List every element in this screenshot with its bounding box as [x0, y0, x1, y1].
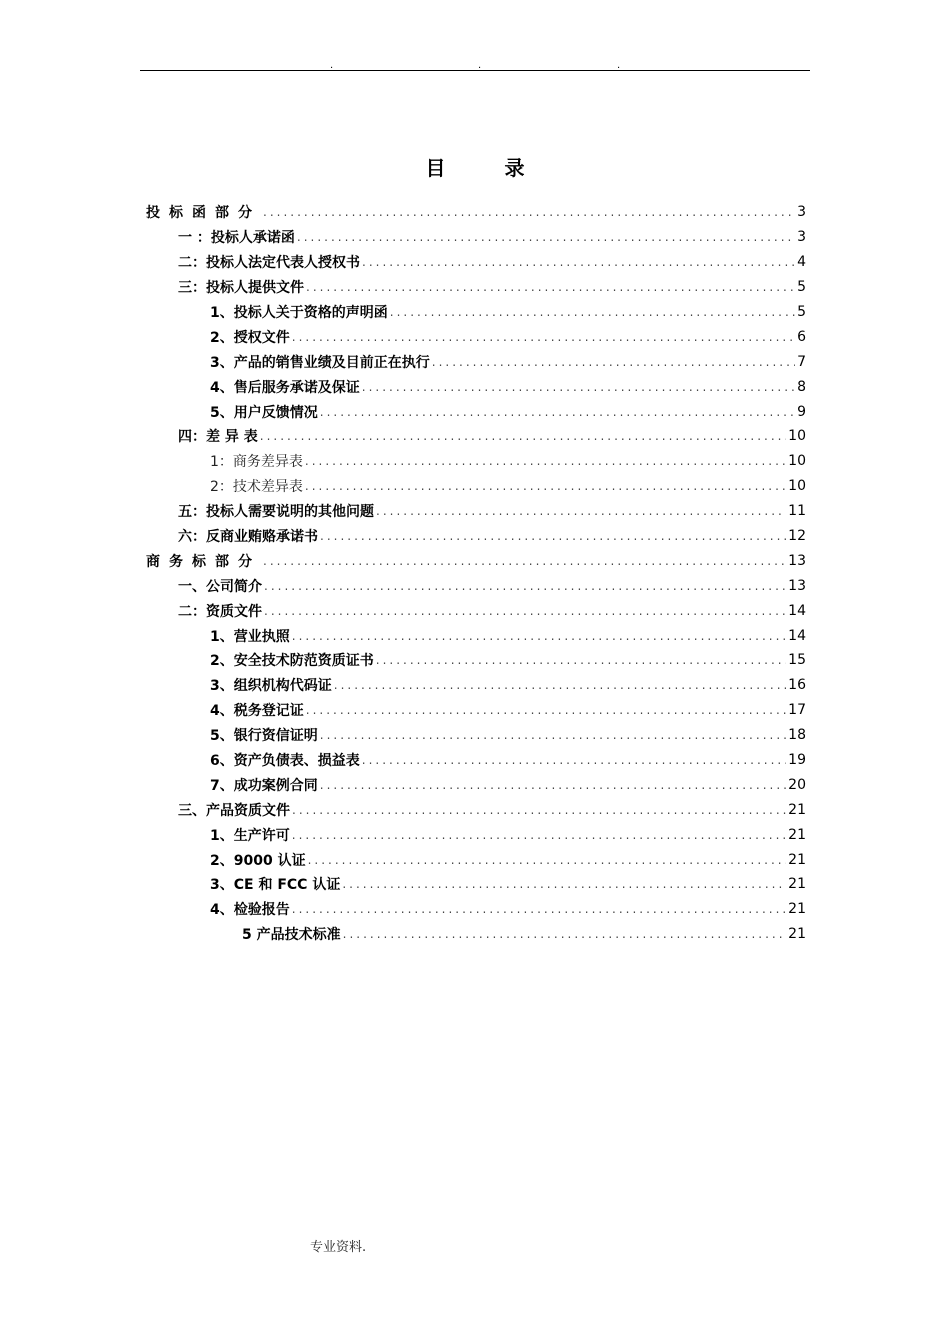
toc-leader — [262, 604, 786, 618]
toc-leader — [304, 703, 786, 717]
toc-entry-label: 4、检验报告 — [210, 902, 290, 919]
toc-entry-label: 1、营业执照 — [210, 628, 290, 645]
toc-leader — [290, 629, 786, 643]
toc-entry-page: 9 — [797, 403, 806, 420]
toc-leader — [303, 454, 786, 468]
toc-entry[interactable] — [146, 449, 806, 474]
toc-entry-page: 3 — [797, 204, 806, 221]
toc-entry[interactable] — [146, 598, 806, 623]
toc-leader — [306, 853, 787, 867]
toc-entry-page: 12 — [788, 528, 806, 545]
page-footer: 专业资料. — [310, 1240, 367, 1255]
toc-entry[interactable] — [146, 723, 806, 748]
toc-entry-page: 13 — [788, 577, 806, 594]
toc-entry[interactable] — [146, 374, 806, 399]
toc-leader — [340, 877, 786, 891]
header-dot: . — [617, 60, 621, 71]
toc-entry-label: 二：投标人法定代表人授权书 — [178, 255, 360, 272]
toc-leader — [290, 902, 786, 916]
toc-entry-label: 2、9000 认证 — [210, 852, 306, 869]
toc-entry[interactable] — [146, 922, 806, 947]
toc-entry-label: 7、成功案例合同 — [210, 777, 318, 794]
toc-entry-page: 10 — [788, 453, 806, 470]
toc-entry-page: 11 — [788, 503, 806, 520]
toc-entry-label: 四：差 异 表 — [178, 429, 258, 446]
toc-entry-label: 4、税务登记证 — [210, 703, 304, 720]
toc-leader — [318, 728, 786, 742]
toc-entry-label: 1、生产许可 — [210, 827, 290, 844]
toc-leader — [360, 753, 786, 767]
toc-leader — [261, 554, 786, 568]
toc-entry-page: 10 — [788, 428, 806, 445]
toc-entry-page: 20 — [788, 776, 806, 793]
toc-entry[interactable] — [146, 648, 806, 673]
toc-leader — [430, 355, 795, 369]
toc-entry-label: 6、资产负债表、损益表 — [210, 753, 360, 770]
toc-entry[interactable] — [146, 772, 806, 797]
toc-entry-label: 3、CE 和 FCC 认证 — [210, 877, 341, 894]
toc-leader — [304, 280, 795, 294]
toc-entry-page: 17 — [788, 702, 806, 719]
toc-entry-label: 2：技术差异表 — [210, 479, 303, 496]
toc-leader — [374, 504, 786, 518]
toc-leader — [318, 529, 786, 543]
toc-entry[interactable] — [146, 424, 806, 449]
toc-entry-page: 3 — [797, 229, 806, 246]
toc-entry-page: 13 — [788, 552, 806, 569]
toc-title: 目 录 — [425, 156, 551, 180]
toc-entry-label: 1、投标人关于资格的声明函 — [210, 305, 388, 321]
toc-entry-label: 3、组织机构代码证 — [210, 678, 332, 695]
toc-entry-page: 21 — [788, 851, 806, 868]
toc-entry-label: 一、公司简介 — [178, 578, 262, 595]
toc-entry-label: 4、售后服务承诺及保证 — [210, 379, 360, 396]
toc-entry-page: 19 — [788, 752, 806, 769]
toc-entry[interactable] — [146, 872, 806, 897]
toc-entry[interactable] — [146, 474, 806, 499]
toc-entry-label: 二：资质文件 — [178, 603, 262, 620]
header-dot: . — [330, 60, 334, 71]
toc-leader — [262, 579, 786, 593]
toc-entry-page: 21 — [788, 826, 806, 843]
toc-leader — [290, 330, 795, 344]
toc-entry[interactable] — [146, 748, 806, 773]
toc-leader — [303, 479, 786, 493]
toc-entry-page: 10 — [788, 478, 806, 495]
toc-entry-label: 5 产品技术标准 — [242, 927, 341, 944]
toc-entry-page: 14 — [788, 627, 806, 644]
toc-entry[interactable] — [146, 499, 806, 524]
toc-entry-page: 16 — [788, 677, 806, 694]
toc-leader — [341, 927, 787, 941]
toc-entry-label: 五：投标人需要说明的其他问题 — [178, 504, 374, 521]
toc-entry-page: 5 — [797, 304, 806, 320]
toc-entry-page: 18 — [788, 727, 806, 744]
toc-entry[interactable] — [146, 548, 806, 573]
toc-entry-page: 6 — [797, 328, 806, 345]
header-rule — [140, 70, 810, 71]
toc-entry[interactable] — [146, 623, 806, 648]
toc-leader — [290, 803, 786, 817]
toc-entry-page: 14 — [788, 602, 806, 619]
toc-entry-label: 5、银行资信证明 — [210, 728, 318, 745]
toc-entry-page: 8 — [797, 378, 806, 395]
toc-leader — [318, 405, 795, 419]
toc-leader — [332, 678, 786, 692]
toc-leader — [258, 429, 786, 443]
toc-leader — [388, 305, 795, 319]
toc-entry-label: 投标函部分 — [146, 205, 261, 222]
toc-entry[interactable] — [146, 797, 806, 822]
table-of-contents — [146, 200, 806, 947]
toc-leader — [261, 205, 795, 219]
toc-entry[interactable] — [146, 847, 806, 872]
toc-entry[interactable] — [146, 822, 806, 847]
header-dot: . — [478, 60, 482, 71]
toc-entry-label: 三、产品资质文件 — [178, 802, 290, 819]
toc-entry-page: 21 — [788, 801, 806, 818]
toc-entry[interactable] — [146, 225, 806, 250]
toc-entry[interactable] — [146, 349, 806, 374]
toc-leader — [360, 380, 795, 394]
toc-entry-page: 15 — [788, 652, 806, 669]
toc-entry-page: 5 — [797, 279, 806, 296]
toc-entry-page: 21 — [788, 876, 806, 893]
toc-entry-page: 21 — [788, 901, 806, 918]
toc-entry[interactable] — [146, 897, 806, 922]
toc-entry-label: 三：投标人提供文件 — [178, 280, 304, 297]
toc-entry[interactable] — [146, 275, 806, 300]
toc-entry[interactable] — [146, 300, 806, 325]
toc-entry-page: 21 — [788, 926, 806, 943]
toc-entry[interactable] — [146, 673, 806, 698]
toc-entry[interactable] — [146, 250, 806, 275]
toc-entry-label: 六：反商业贿赂承诺书 — [178, 529, 318, 546]
toc-entry[interactable] — [146, 399, 806, 424]
toc-entry-label: 商务标部分 — [146, 553, 261, 570]
toc-entry-label: 2、安全技术防范资质证书 — [210, 653, 374, 670]
toc-entry-page: 4 — [797, 254, 806, 271]
toc-entry[interactable] — [146, 324, 806, 349]
toc-entry-label: 2、授权文件 — [210, 329, 290, 346]
toc-entry[interactable] — [146, 200, 806, 225]
toc-entry-label: 1：商务差异表 — [210, 454, 303, 471]
toc-leader — [374, 653, 786, 667]
toc-leader — [318, 778, 786, 792]
toc-leader — [295, 230, 795, 244]
toc-entry-label: 一 ：投标人承诺函 — [178, 230, 295, 247]
toc-leader — [360, 255, 795, 269]
toc-entry-label: 5、用户反馈情况 — [210, 404, 318, 421]
toc-entry-page: 7 — [797, 353, 806, 370]
toc-entry-label: 3、产品的销售业绩及目前正在执行 — [210, 354, 430, 371]
toc-leader — [290, 828, 786, 842]
toc-entry[interactable] — [146, 573, 806, 598]
toc-entry[interactable] — [146, 698, 806, 723]
toc-entry[interactable] — [146, 524, 806, 549]
